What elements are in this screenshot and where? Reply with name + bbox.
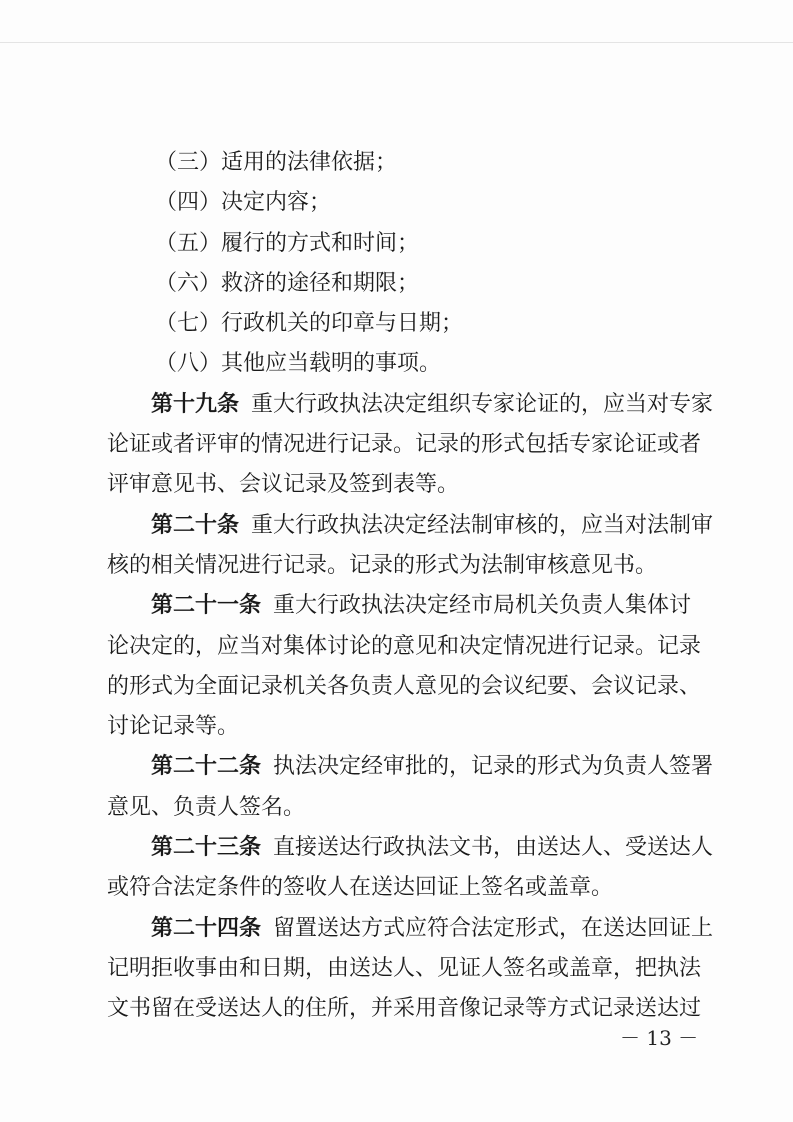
article-20-line-2: 核的相关情况进行记录。记录的形式为法制审核意见书。 [107, 552, 658, 578]
article-22-line-2: 意见、负责人签名。 [107, 794, 306, 820]
article-21-label: 第二十一条 [151, 593, 262, 619]
article-21-text: 重大行政执法决定经市局机关负责人集体讨 [273, 593, 692, 619]
article-23-line-2: 或符合法定条件的签收人在送达回证上签名或盖章。 [107, 875, 614, 901]
article-23-text: 直接送达行政执法文书，由送达人、受送达人 [273, 835, 714, 861]
article-19-line-1 [107, 385, 714, 425]
article-19-line-2: 论证或者评审的情况进行记录。记录的形式包括专家论证或者 [107, 432, 702, 458]
article-19-line-3: 评审意见书、会议记录及签到表等。 [107, 472, 460, 498]
article-23-label: 第二十三条 [151, 835, 262, 861]
list-item: （三）适用的法律依据； [155, 150, 398, 175]
article-22-text: 执法决定经审批的，记录的形式为负责人签署 [273, 754, 714, 780]
article-22-label: 第二十二条 [151, 754, 262, 780]
article-24-line-3: 文书留在受送达人的住所，并采用音像记录等方式记录送达过 [107, 996, 702, 1022]
article-24-text: 留置送达方式应符合法定形式，在送达回证上 [273, 915, 714, 941]
article-21-line-3: 的形式为全面记录机关各负责人意见的会议纪要、会议记录、 [107, 673, 702, 699]
article-24-line-1 [107, 909, 714, 949]
article-21-line-2: 论决定的，应当对集体讨论的意见和决定情况进行记录。记录 [107, 633, 702, 659]
page-number: － 13 － [620, 1026, 699, 1050]
list-item: （七）行政机关的印章与日期； [155, 311, 464, 337]
top-divider [0, 42, 793, 43]
article-24-line-2: 记明拒收事由和日期，由送达人、见证人签名或盖章，把执法 [107, 955, 702, 981]
list-item: （六）救济的途径和期限； [155, 270, 420, 296]
article-21-line-4: 讨论记录等。 [107, 714, 240, 740]
article-20-line-1 [107, 506, 714, 546]
article-20-label: 第二十条 [151, 512, 240, 538]
list-item: （四）决定内容； [155, 190, 332, 216]
article-19-text: 重大行政执法决定组织专家论证的，应当对专家 [251, 391, 714, 417]
list-item: （五）履行的方式和时间； [155, 230, 420, 256]
article-22-line-1 [107, 747, 714, 787]
article-20-text: 重大行政执法决定经法制审核的，应当对法制审 [251, 512, 714, 538]
document-body [107, 143, 714, 1030]
article-21-line-1 [107, 586, 707, 626]
article-24-label: 第二十四条 [151, 915, 262, 941]
article-23-line-1 [107, 828, 714, 868]
article-19-label: 第十九条 [151, 391, 240, 417]
list-item: （八）其他应当载明的事项。 [155, 351, 442, 377]
